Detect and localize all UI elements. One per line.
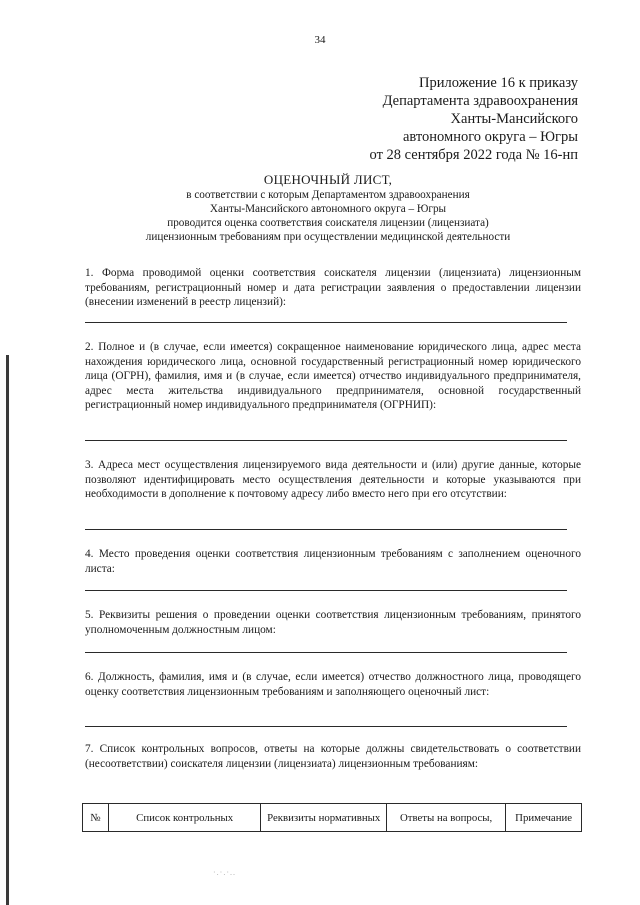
table-header-legal-details: Реквизиты нормативных	[261, 804, 387, 832]
appendix-line: Департамента здравоохранения	[382, 93, 578, 109]
form-item-4: 4. Место проведения оценки соответствия лицензионным требованиям с заполнением оценочного листа:	[85, 548, 581, 575]
fill-line-2	[85, 440, 567, 441]
form-item-7: 7. Список контрольных вопросов, ответы на которые должны свидетельствовать о соответствии (несоответствии) соискателя лицензии (лицензиата) лицензионным требованиям:	[85, 743, 581, 770]
page-number: 34	[314, 34, 326, 46]
table-header-row	[83, 804, 582, 832]
table-header-answers: Ответы на вопросы,	[386, 804, 505, 832]
fill-line-4	[85, 590, 567, 591]
form-item-6: 6. Должность, фамилия, имя и (в случае, если имеется) отчество должностного лица, проводящего оценку соответствия лицензионным требованиям и заполняющего оценочный лист:	[85, 671, 581, 698]
appendix-reference	[258, 74, 578, 164]
form-item-3: 3. Адреса мест осуществления лицензируемого вида деятельности и (или) другие данные, которые позволяют идентифицировать место осуществления деятельности и которые указываются при необходимости в дополнение к почтовому адресу либо вместо него при его отсутствии:	[85, 459, 581, 501]
fill-line-5	[85, 652, 567, 653]
appendix-line: автономного округа – Югры	[402, 129, 578, 145]
document-subtitle-line: в соответствии с которым Департаментом здравоохранения	[186, 189, 470, 201]
document-subtitle-line: лицензионным требованиям при осуществлении медицинской деятельности	[145, 231, 511, 243]
scan-artifact-mark: ·.·.·..	[213, 868, 236, 877]
document-subtitle-line: проводится оценка соответствия соискателя лицензии (лицензиата)	[167, 217, 489, 229]
fill-line-3	[85, 529, 567, 530]
table-header-notes: Примечание	[506, 804, 582, 832]
fill-line-6	[85, 726, 567, 727]
control-questions-table	[82, 803, 582, 832]
appendix-line: от 28 сентября 2022 года № 16-нп	[369, 147, 578, 163]
form-item-5: 5. Реквизиты решения о проведении оценки соответствия лицензионным требованиям, принятого уполномоченным должностным лицом:	[85, 609, 581, 636]
scan-margin-bar	[6, 355, 9, 905]
document-header	[60, 172, 596, 244]
document-subtitle-line: Ханты-Мансийского автономного округа – Югры	[209, 203, 447, 215]
table-header-number: №	[83, 804, 109, 832]
table-header-questions: Список контрольных	[108, 804, 261, 832]
appendix-line: Приложение 16 к приказу	[419, 75, 578, 91]
document-title: ОЦЕНОЧНЫЙ ЛИСТ,	[263, 172, 393, 187]
form-item-2: 2. Полное и (в случае, если имеется) сокращенное наименование юридического лица, адрес места нахождения юридического лица, основной государственный регистрационный номер юридического лица (ОГРН), фамилия, имя и (в случае, если имеется) отчество индивидуального предпринимателя, адрес места жительства индивидуального предпринимателя, основной государственный регистрационный номер индивидуального предпринимателя (ОГРНИП):	[85, 341, 581, 412]
appendix-line: Ханты-Мансийского	[450, 111, 578, 127]
fill-line-1	[85, 322, 567, 323]
form-item-1: 1. Форма проводимой оценки соответствия соискателя лицензии (лицензиата) лицензионным требованиям, регистрационный номер и дата регистрации заявления о предоставлении лицензии (внесении изменений в реестр лицензий):	[85, 267, 581, 309]
